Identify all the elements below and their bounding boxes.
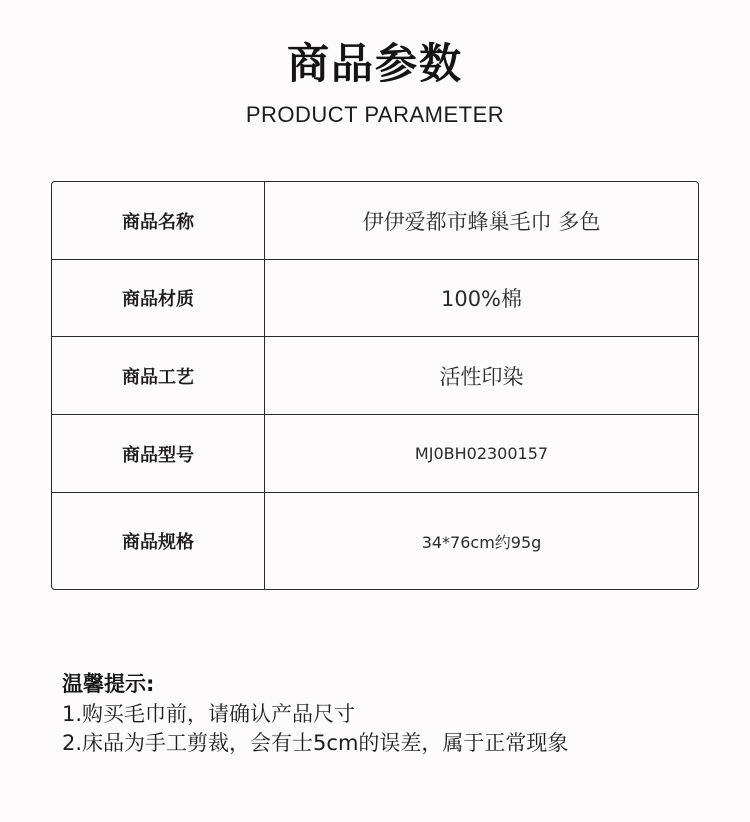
param-label: 商品材质 xyxy=(52,260,265,336)
param-label: 商品工艺 xyxy=(52,337,265,414)
tips-line: 2.床品为手工剪裁，会有士5cm的误差，属于正常现象 xyxy=(62,731,569,755)
tips-section xyxy=(62,668,702,758)
table-row-craft xyxy=(52,337,698,415)
table-row-material xyxy=(52,260,698,337)
table-row-model xyxy=(52,415,698,493)
page-subtitle: PRODUCT PARAMETER xyxy=(245,102,505,127)
param-label: 商品型号 xyxy=(52,415,265,492)
table-row-name xyxy=(52,182,698,260)
param-label: 商品规格 xyxy=(52,493,265,589)
param-value: 34*76cm约95g xyxy=(421,532,542,552)
param-value: 活性印染 xyxy=(439,364,524,389)
parameter-table xyxy=(51,181,699,590)
tips-title: 温馨提示: xyxy=(62,672,155,696)
page-title: 商品参数 xyxy=(286,39,463,88)
param-label: 商品名称 xyxy=(52,182,265,259)
param-value: MJ0BH02300157 xyxy=(414,444,549,463)
param-value: 100%棉 xyxy=(440,287,523,311)
table-row-spec xyxy=(52,493,698,589)
param-value: 伊伊爱都市蜂巢毛巾 多色 xyxy=(362,209,601,234)
tips-line: 1.购买毛巾前，请确认产品尺寸 xyxy=(62,702,356,726)
